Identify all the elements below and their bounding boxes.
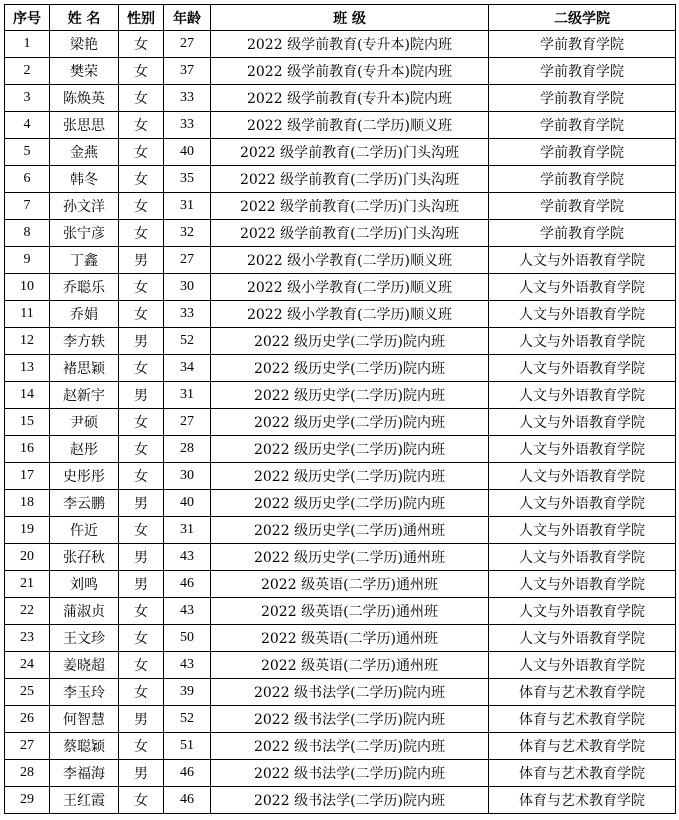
cell-index: 7 (5, 193, 50, 220)
cell-age: 40 (164, 139, 211, 166)
cell-name: 张思思 (50, 112, 119, 139)
cell-index: 18 (5, 490, 50, 517)
cell-class: 2022 级书法学(二学历)院内班 (211, 787, 489, 814)
cell-college: 学前教育学院 (489, 85, 676, 112)
cell-index: 12 (5, 328, 50, 355)
cell-gender: 女 (119, 517, 164, 544)
cell-college: 人文与外语教育学院 (489, 436, 676, 463)
cell-class: 2022 级历史学(二学历)院内班 (211, 463, 489, 490)
cell-class: 2022 级书法学(二学历)院内班 (211, 706, 489, 733)
cell-index: 28 (5, 760, 50, 787)
header-gender: 性别 (119, 5, 164, 31)
cell-class: 2022 级历史学(二学历)院内班 (211, 436, 489, 463)
cell-index: 22 (5, 598, 50, 625)
cell-college: 人文与外语教育学院 (489, 463, 676, 490)
cell-name: 仵近 (50, 517, 119, 544)
cell-class: 2022 级历史学(二学历)院内班 (211, 490, 489, 517)
cell-class: 2022 级英语(二学历)通州班 (211, 598, 489, 625)
cell-class: 2022 级学前教育(专升本)院内班 (211, 58, 489, 85)
cell-college: 学前教育学院 (489, 220, 676, 247)
cell-college: 人文与外语教育学院 (489, 490, 676, 517)
table-row (5, 463, 676, 490)
cell-college: 体育与艺术教育学院 (489, 706, 676, 733)
table-row (5, 166, 676, 193)
cell-class: 2022 级学前教育(专升本)院内班 (211, 85, 489, 112)
cell-index: 29 (5, 787, 50, 814)
cell-college: 学前教育学院 (489, 112, 676, 139)
cell-college: 人文与外语教育学院 (489, 598, 676, 625)
cell-name: 李方轶 (50, 328, 119, 355)
cell-index: 24 (5, 652, 50, 679)
table-row (5, 706, 676, 733)
cell-name: 张宁彦 (50, 220, 119, 247)
cell-name: 赵彤 (50, 436, 119, 463)
table-row (5, 409, 676, 436)
cell-college: 人文与外语教育学院 (489, 409, 676, 436)
cell-gender: 男 (119, 571, 164, 598)
cell-college: 人文与外语教育学院 (489, 247, 676, 274)
table-row (5, 139, 676, 166)
cell-college: 人文与外语教育学院 (489, 544, 676, 571)
cell-gender: 女 (119, 733, 164, 760)
cell-name: 姜晓超 (50, 652, 119, 679)
cell-class: 2022 级书法学(二学历)院内班 (211, 679, 489, 706)
cell-name: 乔娟 (50, 301, 119, 328)
cell-class: 2022 级历史学(二学历)院内班 (211, 409, 489, 436)
cell-gender: 女 (119, 679, 164, 706)
cell-age: 50 (164, 625, 211, 652)
cell-index: 8 (5, 220, 50, 247)
cell-class: 2022 级历史学(二学历)通州班 (211, 517, 489, 544)
table-row (5, 247, 676, 274)
table-row (5, 220, 676, 247)
cell-gender: 女 (119, 355, 164, 382)
table-row (5, 490, 676, 517)
cell-age: 43 (164, 652, 211, 679)
table-row (5, 598, 676, 625)
cell-name: 王红霞 (50, 787, 119, 814)
cell-age: 52 (164, 328, 211, 355)
cell-college: 学前教育学院 (489, 139, 676, 166)
cell-college: 学前教育学院 (489, 193, 676, 220)
cell-index: 5 (5, 139, 50, 166)
table-row (5, 760, 676, 787)
cell-age: 37 (164, 58, 211, 85)
cell-college: 人文与外语教育学院 (489, 301, 676, 328)
cell-class: 2022 级历史学(二学历)院内班 (211, 328, 489, 355)
table-row (5, 31, 676, 58)
cell-name: 蒲淑贞 (50, 598, 119, 625)
cell-class: 2022 级学前教育(二学历)门头沟班 (211, 220, 489, 247)
cell-gender: 男 (119, 760, 164, 787)
cell-gender: 女 (119, 274, 164, 301)
cell-age: 46 (164, 571, 211, 598)
cell-age: 34 (164, 355, 211, 382)
cell-age: 33 (164, 85, 211, 112)
cell-college: 学前教育学院 (489, 31, 676, 58)
cell-name: 王文珍 (50, 625, 119, 652)
cell-college: 人文与外语教育学院 (489, 382, 676, 409)
cell-age: 30 (164, 274, 211, 301)
cell-index: 2 (5, 58, 50, 85)
cell-index: 19 (5, 517, 50, 544)
table-row (5, 301, 676, 328)
cell-name: 丁鑫 (50, 247, 119, 274)
cell-gender: 女 (119, 625, 164, 652)
cell-index: 23 (5, 625, 50, 652)
header-college: 二级学院 (489, 5, 676, 31)
table-row (5, 679, 676, 706)
cell-gender: 女 (119, 85, 164, 112)
table-body (5, 31, 676, 814)
cell-name: 樊荣 (50, 58, 119, 85)
cell-index: 9 (5, 247, 50, 274)
table-row (5, 625, 676, 652)
header-index: 序号 (5, 5, 50, 31)
table-row (5, 112, 676, 139)
table-row (5, 571, 676, 598)
table-row (5, 193, 676, 220)
cell-college: 学前教育学院 (489, 166, 676, 193)
cell-index: 16 (5, 436, 50, 463)
cell-name: 何智慧 (50, 706, 119, 733)
cell-class: 2022 级学前教育(二学历)门头沟班 (211, 166, 489, 193)
cell-name: 金燕 (50, 139, 119, 166)
cell-index: 1 (5, 31, 50, 58)
cell-college: 人文与外语教育学院 (489, 355, 676, 382)
cell-gender: 女 (119, 31, 164, 58)
cell-college: 人文与外语教育学院 (489, 571, 676, 598)
cell-age: 46 (164, 760, 211, 787)
cell-gender: 女 (119, 220, 164, 247)
table-row (5, 85, 676, 112)
header-row (5, 5, 676, 31)
table-row (5, 652, 676, 679)
cell-age: 27 (164, 247, 211, 274)
cell-class: 2022 级小学教育(二学历)顺义班 (211, 274, 489, 301)
cell-name: 韩冬 (50, 166, 119, 193)
cell-index: 14 (5, 382, 50, 409)
cell-name: 史彤彤 (50, 463, 119, 490)
cell-age: 46 (164, 787, 211, 814)
cell-age: 33 (164, 301, 211, 328)
student-table (4, 4, 676, 814)
cell-class: 2022 级书法学(二学历)院内班 (211, 733, 489, 760)
cell-class: 2022 级学前教育(二学历)门头沟班 (211, 193, 489, 220)
cell-gender: 女 (119, 112, 164, 139)
cell-class: 2022 级学前教育(专升本)院内班 (211, 31, 489, 58)
cell-college: 人文与外语教育学院 (489, 652, 676, 679)
cell-index: 25 (5, 679, 50, 706)
cell-age: 43 (164, 598, 211, 625)
cell-age: 40 (164, 490, 211, 517)
cell-index: 20 (5, 544, 50, 571)
cell-name: 孙文洋 (50, 193, 119, 220)
cell-gender: 女 (119, 436, 164, 463)
cell-gender: 男 (119, 247, 164, 274)
cell-gender: 女 (119, 409, 164, 436)
cell-name: 李福海 (50, 760, 119, 787)
cell-gender: 男 (119, 490, 164, 517)
cell-age: 31 (164, 382, 211, 409)
cell-class: 2022 级英语(二学历)通州班 (211, 571, 489, 598)
cell-class: 2022 级历史学(二学历)院内班 (211, 382, 489, 409)
table-row (5, 517, 676, 544)
cell-index: 17 (5, 463, 50, 490)
cell-college: 人文与外语教育学院 (489, 274, 676, 301)
cell-college: 人文与外语教育学院 (489, 625, 676, 652)
table-row (5, 355, 676, 382)
table-row (5, 274, 676, 301)
cell-gender: 男 (119, 544, 164, 571)
cell-gender: 男 (119, 706, 164, 733)
cell-age: 35 (164, 166, 211, 193)
cell-index: 26 (5, 706, 50, 733)
cell-name: 赵新宇 (50, 382, 119, 409)
cell-age: 51 (164, 733, 211, 760)
table-row (5, 58, 676, 85)
cell-class: 2022 级英语(二学历)通州班 (211, 652, 489, 679)
cell-name: 乔聪乐 (50, 274, 119, 301)
cell-age: 31 (164, 193, 211, 220)
cell-age: 27 (164, 409, 211, 436)
cell-gender: 女 (119, 166, 164, 193)
cell-gender: 女 (119, 139, 164, 166)
cell-name: 尹硕 (50, 409, 119, 436)
cell-index: 10 (5, 274, 50, 301)
cell-name: 李玉玲 (50, 679, 119, 706)
cell-college: 人文与外语教育学院 (489, 517, 676, 544)
cell-index: 21 (5, 571, 50, 598)
cell-index: 6 (5, 166, 50, 193)
cell-age: 31 (164, 517, 211, 544)
cell-class: 2022 级小学教育(二学历)顺义班 (211, 301, 489, 328)
header-age: 年龄 (164, 5, 211, 31)
cell-college: 体育与艺术教育学院 (489, 760, 676, 787)
cell-gender: 女 (119, 598, 164, 625)
cell-index: 11 (5, 301, 50, 328)
cell-age: 39 (164, 679, 211, 706)
cell-class: 2022 级历史学(二学历)院内班 (211, 355, 489, 382)
cell-gender: 女 (119, 301, 164, 328)
cell-name: 褚思颖 (50, 355, 119, 382)
table-row (5, 382, 676, 409)
cell-age: 28 (164, 436, 211, 463)
cell-class: 2022 级小学教育(二学历)顺义班 (211, 247, 489, 274)
table-row (5, 787, 676, 814)
cell-age: 30 (164, 463, 211, 490)
cell-age: 27 (164, 31, 211, 58)
cell-gender: 女 (119, 193, 164, 220)
cell-name: 蔡聪颖 (50, 733, 119, 760)
table-row (5, 328, 676, 355)
cell-age: 52 (164, 706, 211, 733)
cell-name: 刘鸣 (50, 571, 119, 598)
cell-gender: 女 (119, 58, 164, 85)
cell-college: 学前教育学院 (489, 58, 676, 85)
cell-gender: 男 (119, 328, 164, 355)
table-row (5, 544, 676, 571)
cell-age: 32 (164, 220, 211, 247)
cell-index: 3 (5, 85, 50, 112)
header-class: 班 级 (211, 5, 489, 31)
cell-name: 陈焕英 (50, 85, 119, 112)
cell-class: 2022 级历史学(二学历)通州班 (211, 544, 489, 571)
cell-gender: 女 (119, 652, 164, 679)
cell-name: 张孖秋 (50, 544, 119, 571)
cell-class: 2022 级英语(二学历)通州班 (211, 625, 489, 652)
cell-age: 43 (164, 544, 211, 571)
cell-college: 体育与艺术教育学院 (489, 679, 676, 706)
cell-index: 4 (5, 112, 50, 139)
cell-class: 2022 级学前教育(二学历)顺义班 (211, 112, 489, 139)
cell-gender: 女 (119, 787, 164, 814)
header-name: 姓 名 (50, 5, 119, 31)
cell-college: 体育与艺术教育学院 (489, 787, 676, 814)
table-row (5, 733, 676, 760)
cell-age: 33 (164, 112, 211, 139)
cell-gender: 女 (119, 463, 164, 490)
cell-class: 2022 级书法学(二学历)院内班 (211, 760, 489, 787)
cell-college: 人文与外语教育学院 (489, 328, 676, 355)
table-row (5, 436, 676, 463)
cell-name: 李云鹏 (50, 490, 119, 517)
cell-class: 2022 级学前教育(二学历)门头沟班 (211, 139, 489, 166)
cell-index: 15 (5, 409, 50, 436)
cell-college: 体育与艺术教育学院 (489, 733, 676, 760)
cell-index: 27 (5, 733, 50, 760)
cell-gender: 男 (119, 382, 164, 409)
cell-index: 13 (5, 355, 50, 382)
cell-name: 梁艳 (50, 31, 119, 58)
